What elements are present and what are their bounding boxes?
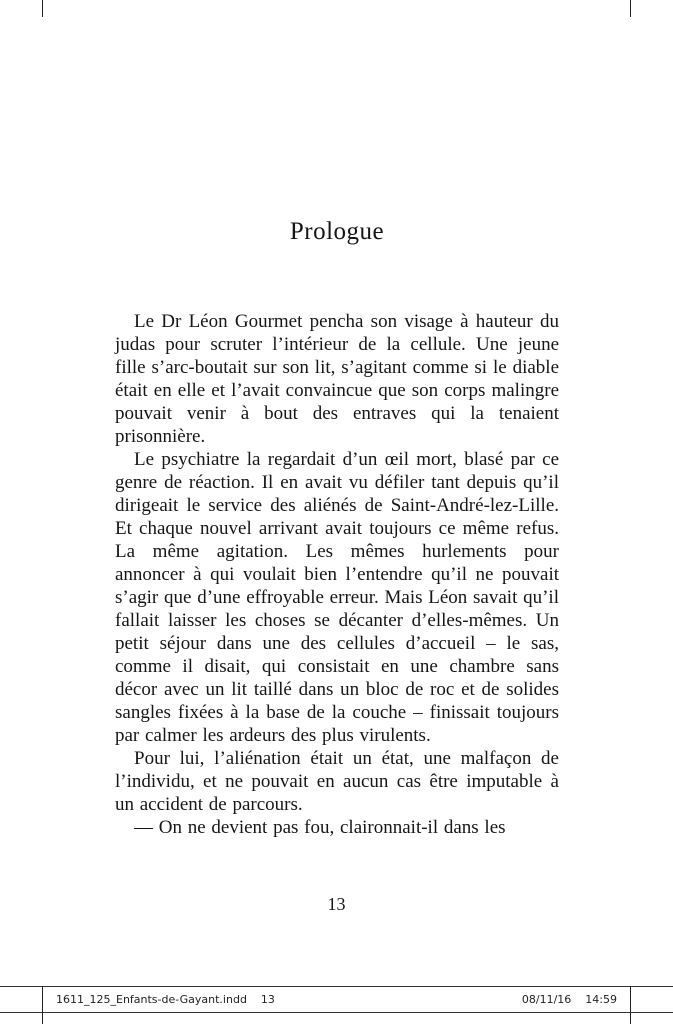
crop-mark-top-right	[630, 0, 631, 17]
crop-mark-bottom-right	[630, 986, 631, 1024]
print-footer	[0, 986, 673, 1013]
crop-mark-top-left	[42, 0, 43, 17]
text-block	[115, 0, 559, 839]
footer-left	[56, 993, 275, 1006]
page-number: 13	[327, 894, 346, 914]
footer-right	[522, 993, 617, 1006]
footer-time: 14:59	[585, 993, 617, 1006]
footer-date: 08/11/16	[521, 993, 572, 1006]
body-text	[115, 310, 559, 839]
paragraph: Pour lui, l’aliénation était un état, une malfaçon de l’individu, et ne pouvait en aucun cas être imputable à un accident de parcours.	[115, 748, 559, 815]
footer-page-ref: 13	[260, 993, 275, 1006]
paragraph: Le Dr Léon Gourmet pencha son visage à hauteur du judas pour scruter l’intérieur de la cellule. Une jeune fille s’arc-boutait sur son lit, s’agitant comme si le diable était en elle et l’avait convaincue que son corps malingre pouvait venir à bout des entraves qui la tenaient prisonnière.	[115, 311, 559, 447]
crop-mark-bottom-left	[42, 986, 43, 1024]
paragraph: Le psychiatre la regardait d’un œil mort, blasé par ce genre de réaction. Il en avait vu défiler tant depuis qu’il dirigeait le service des aliénés de Saint-André-lez-Lille. Et chaque nouvel arrivant avait toujours ce même refus. La même agitation. Les mêmes hurlements pour annoncer à qui voulait bien l’entendre qu’il ne pouvait s’agir que d’une effroyable erreur. Mais Léon savait qu’il fallait laisser les choses se décanter d’elles-mêmes. Un petit séjour dans une des cellules d’accueil – le sas, comme il disait, qui consistait en une chambre sans décor avec un lit taillé dans un bloc de roc et de solides sangles fixées à la base de la couche – finissait toujours par calmer les ardeurs des plus virulents.	[115, 449, 559, 746]
paragraph: — On ne devient pas fou, claironnait-il dans les	[134, 817, 506, 838]
footer-filename: 1611_125_Enfants-de-Gayant.indd	[56, 993, 247, 1006]
chapter-title: Prologue	[289, 218, 385, 245]
